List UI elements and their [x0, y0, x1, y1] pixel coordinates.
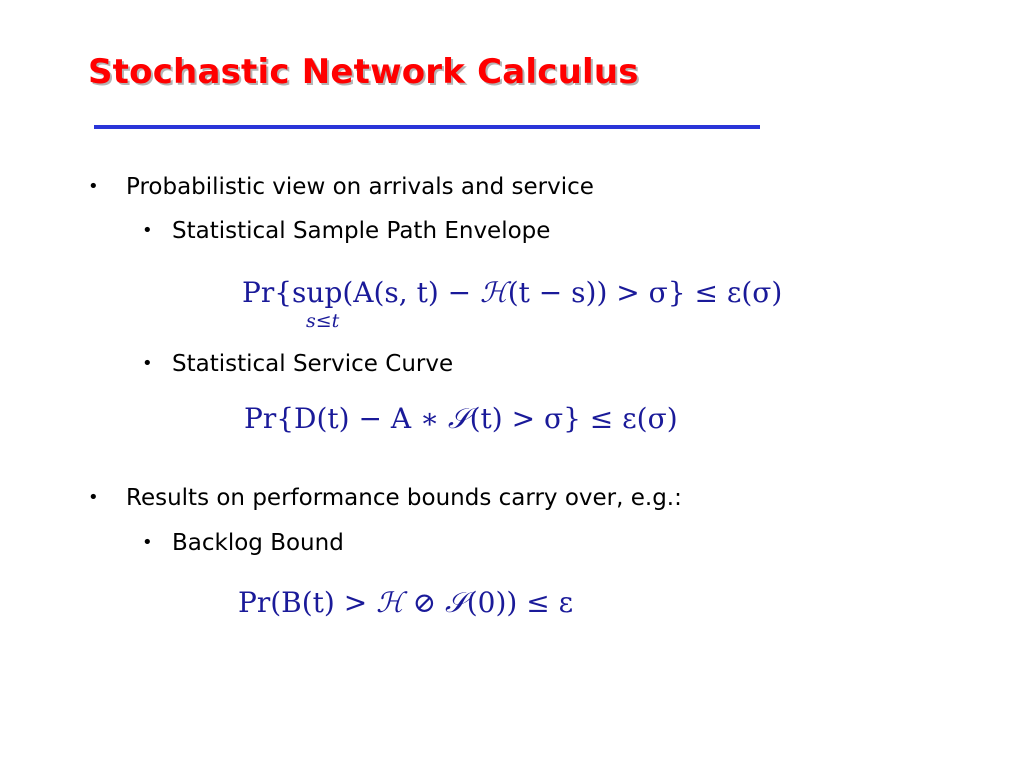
- subbullet-text: Backlog Bound: [172, 530, 344, 556]
- formula-part: Pr{D(t) − A ∗: [244, 402, 448, 435]
- formula-symbol-s: 𝒮: [445, 586, 467, 619]
- bullet-text: Probabilistic view on arrivals and service: [126, 174, 594, 200]
- formula-symbol-h: ℋ: [376, 586, 404, 619]
- subbullet-text: Statistical Service Curve: [172, 351, 454, 377]
- bullet-dot: •: [88, 176, 99, 197]
- bullet-dot: •: [142, 353, 153, 374]
- formula-backlog-bound: [238, 586, 573, 620]
- formula-part: (0)) ≤ ε: [466, 586, 574, 619]
- formula-operator: ⊘: [403, 586, 446, 619]
- title-underline: [94, 125, 760, 129]
- formula-part: Pr(B(t) >: [238, 586, 377, 619]
- formula-sample-path-envelope: [242, 276, 783, 332]
- bullet-dot: •: [88, 487, 99, 508]
- bullet-dot: •: [142, 220, 153, 241]
- formula-symbol-s: 𝒮: [447, 402, 470, 435]
- bullet-text: Results on performance bounds carry over, e.g.:: [126, 485, 682, 511]
- formula-part: (t) > σ} ≤ ε(σ): [469, 402, 678, 435]
- formula-subscript: s≤t: [306, 310, 340, 332]
- formula-service-curve: [244, 402, 678, 436]
- formula-part: (t − s)) > σ} ≤ ε(σ): [507, 276, 783, 309]
- formula-symbol-h: ℋ: [480, 276, 508, 309]
- subbullet-text: Statistical Sample Path Envelope: [172, 218, 551, 244]
- slide-title: Stochastic Network Calculus: [88, 52, 639, 92]
- bullet-dot: •: [142, 532, 153, 553]
- formula-part: Pr{sup(A(s, t) −: [242, 276, 481, 309]
